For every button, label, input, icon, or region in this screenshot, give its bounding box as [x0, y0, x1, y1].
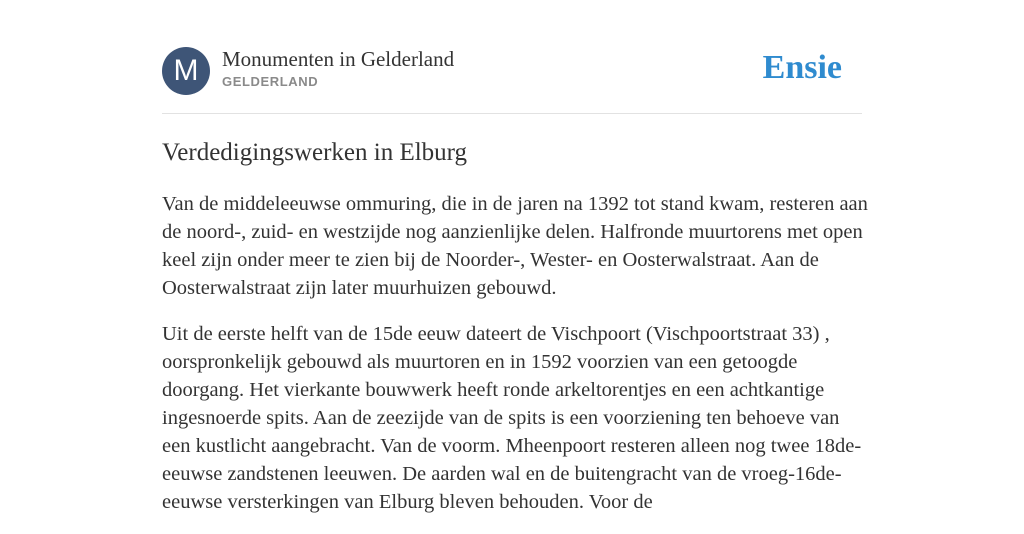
article-paragraph: Uit de eerste helft van de 15de eeuw dateert de Vischpoort (Vischpoortstraat 33) , oorspronkelijk gebouwd als muurtoren en in 1592 voorzien van een getoogde doorgang. Het vierkante bouwwerk heeft ronde arkeltorentjes en een achtkantige ingesnoerde spits. Aan de zeezijde van de spits is een voorziening ten behoeve van een kustlicht aangebracht. Van de voorm. Mheenpoort resteren alleen nog twee 18de-eeuwse zandstenen leeuwen. De aarden wal en de buitengracht van de vroeg-16de-eeuwse versterkingen van Elburg bleven behouden. Voor de	[162, 323, 862, 513]
page-header	[162, 47, 862, 95]
header-divider	[162, 113, 862, 114]
article-paragraph: Van de middeleeuwse ommuring, die in de jaren na 1392 tot stand kwam, resteren aan de noord-, zuid- en westzijde nog aanzienlijke delen. Halfronde muurtorens met open keel zijn onder meer te zien bij de Noorder-, Wester- en Oosterwalstraat. Aan de Oosterwalstraat zijn later muurhuizen gebouwd.	[162, 193, 868, 299]
author-name-link[interactable]: Monumenten in Gelderland	[222, 47, 455, 71]
author-subtitle: GELDERLAND	[222, 74, 319, 89]
avatar[interactable]: M	[162, 47, 210, 95]
article-body	[162, 190, 868, 534]
article-title: Verdedigingswerken in Elburg	[162, 139, 468, 166]
ensie-logo[interactable]: Ensie	[762, 49, 842, 86]
